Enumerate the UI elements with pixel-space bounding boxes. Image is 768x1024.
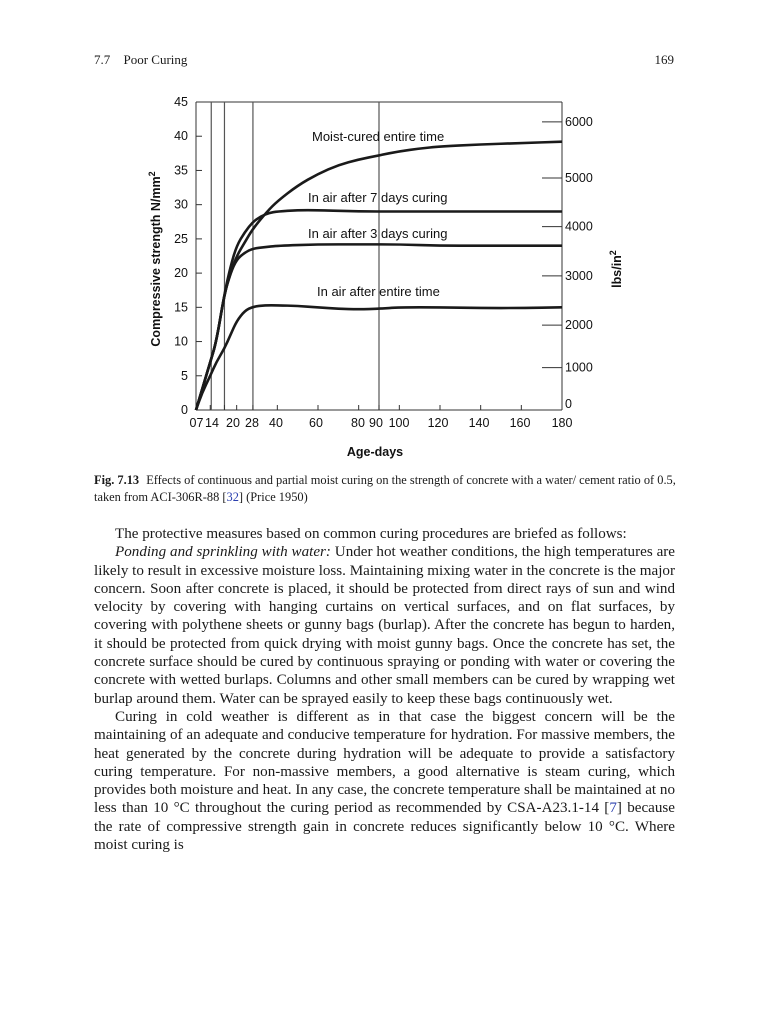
- italic-lead: Ponding and sprinkling with water:: [115, 544, 331, 561]
- axes: [196, 102, 562, 410]
- paragraph-text: Curing in cold weather is different as in that case the biggest concern will be the maintaining of an adequate and conducive temperature for hydration. For massive members, the heat generated by the concrete during hydration will be adequate to provide a satisfactory curing temperature. For non-massive members, a good alternative is steam curing, which provides both moisture and heat. In any case, the concrete temperature shall be maintained at no less than 10 °C throughout the curing period as recommended by CSA-A23.1-14 [: [94, 708, 675, 817]
- y-tick-label: 15: [174, 300, 188, 315]
- right-tick-label: 4000: [565, 219, 593, 234]
- x-tick-label: 120: [427, 416, 449, 430]
- y-tick-label: 20: [174, 266, 188, 281]
- x-tick-label: 40: [269, 416, 283, 430]
- right-tick-label: 6000: [565, 114, 593, 129]
- paragraph-text: Under hot weather conditions, the high temperatures are likely to result in excessive moisture loss. Maintaining mixing water in the concrete is the major concern. Soon after concrete is placed, it should be protected from direct rays of sun and wind velocity by covering with hanging curtains on vertical surfaces, and on flat surfaces, by covering with polythene sheets or gunny bags (burlap). After the concrete has begun to harden, it should be protected from quick drying with moist gunny bags. Once the concrete has set, the concrete surface should be cured by continuous spraying or ponding with water or covering the concrete with wetted burlaps. Columns and other small members can be cured by wrapping wet burlap around them. Water can be sprayed easily to keep these bags continuously wet.: [94, 544, 675, 707]
- x-tick-label: 28: [245, 416, 259, 430]
- x-tick-label: 0: [189, 416, 197, 430]
- caption-text-end: ] (Price 1950): [238, 490, 308, 504]
- annotation-3-days: In air after 3 days curing: [308, 226, 448, 241]
- section-title: Poor Curing: [123, 52, 188, 67]
- y-tick-label: 0: [181, 403, 188, 417]
- strength-chart: [0, 0, 768, 470]
- annotation-entire-time: In air after entire time: [317, 284, 440, 299]
- body-text: [94, 525, 675, 854]
- y-axis-label: Compressive strength $N/mm^2$: [147, 171, 163, 347]
- x-tick-label: 180: [551, 416, 573, 430]
- section-number: 7.7: [94, 52, 111, 67]
- citation-link[interactable]: 32: [226, 490, 239, 504]
- x-tick-label: 60: [309, 416, 323, 430]
- x-tick-label: 160: [509, 416, 531, 430]
- annotation-moist-cured: Moist-cured entire time: [312, 129, 445, 144]
- right-tick-label: 3000: [565, 268, 593, 283]
- right-axis-label: lbs/$in^2$: [608, 250, 624, 288]
- y-tick-label: 25: [174, 231, 188, 246]
- right-tick-label: 0: [565, 397, 572, 411]
- x-tick-label: 14: [205, 416, 219, 430]
- x-tick-label: 80: [351, 416, 365, 430]
- x-tick-label: 140: [468, 416, 490, 430]
- y-tick-label: 35: [174, 163, 188, 178]
- paragraph: [94, 708, 675, 854]
- x-tick-label: 7: [196, 416, 204, 430]
- citation-link[interactable]: 7: [609, 800, 617, 817]
- y-tick-label: 40: [174, 129, 188, 144]
- annotation-7-days: In air after 7 days curing: [308, 190, 448, 205]
- x-tick-label: 20: [226, 416, 240, 430]
- x-tick-label: 90: [369, 416, 383, 430]
- y-tick-label: 45: [174, 95, 188, 109]
- right-tick-label: 1000: [565, 360, 593, 375]
- paragraph: The protective measures based on common curing procedures are briefed as follows:: [115, 526, 627, 542]
- right-tick-label: 2000: [565, 318, 593, 333]
- x-axis-label: Age-days: [346, 445, 404, 459]
- y-tick-label: 5: [181, 368, 188, 383]
- y-tick-label: 30: [174, 197, 188, 212]
- page-number: 169: [654, 52, 674, 67]
- caption-text: Effects of continuous and partial moist curing on the strength of concrete with a water/ cement ratio of 0.5, taken from ACI-306R-88 [: [94, 473, 676, 504]
- figure-label: Fig. 7.13: [94, 473, 140, 487]
- y-tick-label: 10: [174, 334, 188, 349]
- right-tick-label: 5000: [565, 170, 593, 185]
- paragraph-text: ] because the rate of compressive strength gain in concrete reduces significantly below 10 °C. Where moist curing is: [94, 800, 675, 854]
- paragraph: [94, 543, 675, 708]
- figure-caption: [94, 472, 676, 506]
- x-tick-label: 100: [388, 416, 410, 430]
